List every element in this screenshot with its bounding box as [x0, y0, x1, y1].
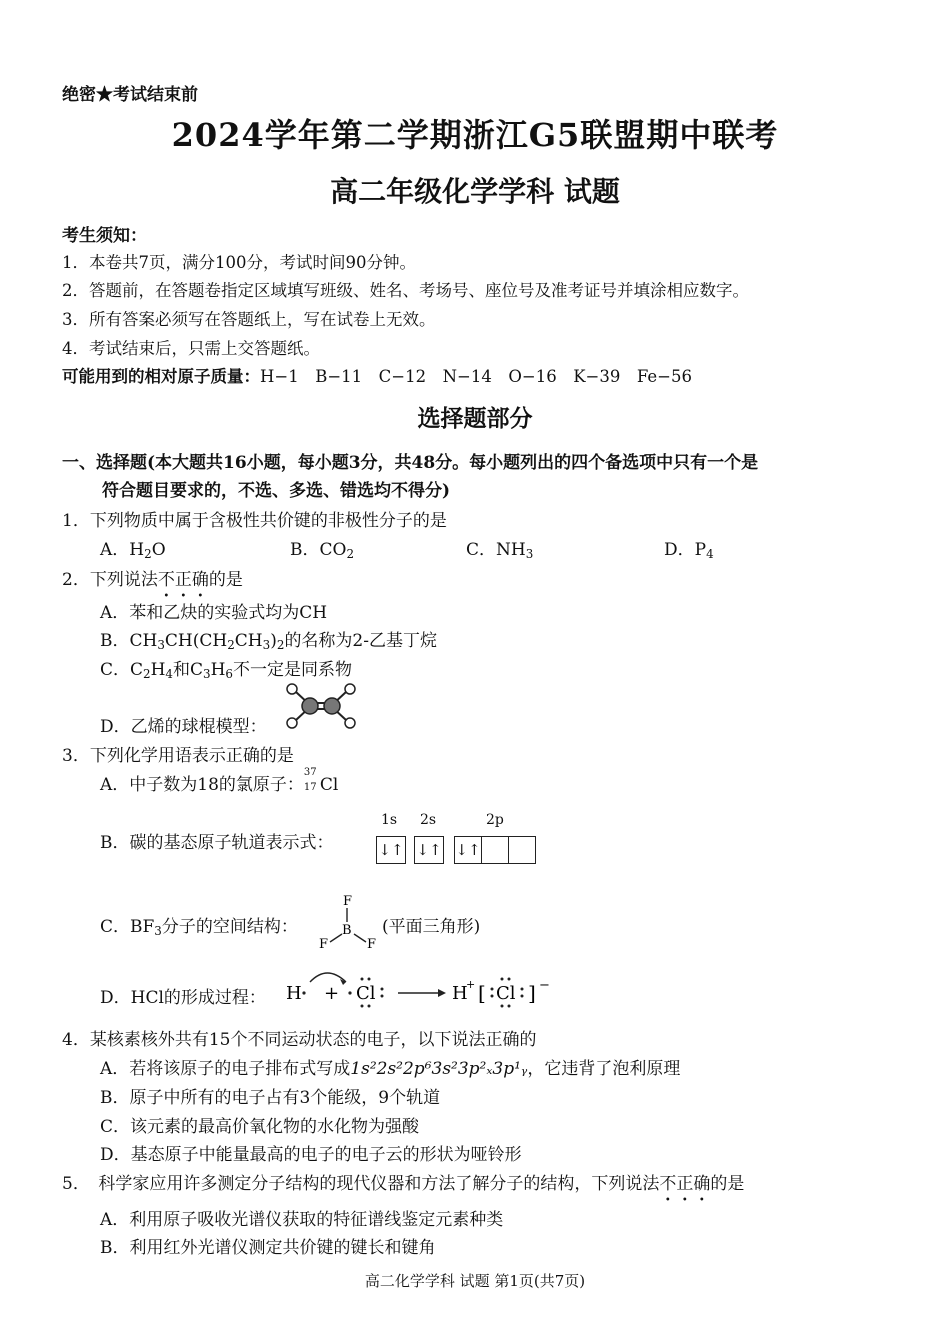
page-footer: 高二化学学科 试题 第1页(共7页): [364, 1272, 586, 1290]
svg-text:F: F: [343, 894, 353, 909]
q1-option-b: B．$CO_2$: [290, 540, 355, 561]
svg-text:+: +: [466, 978, 476, 991]
bf3-shape-note: (平面三角形): [382, 917, 481, 937]
svg-text:Cl: Cl: [496, 983, 516, 1004]
q5-stem: 5． 科学家应用许多测定分子结构的现代仪器和方法了解分子的结构，下列说法不正确的是: [62, 1174, 745, 1194]
notice-heading: 考生须知：: [62, 226, 147, 246]
atomic-mass-values: H−1 B−11 C−12 N−14 O−16 K−39 Fe−56: [260, 367, 692, 386]
orbital-label-1s: 1s: [381, 812, 398, 828]
svg-text:H: H: [286, 983, 302, 1004]
svg-text:B: B: [342, 923, 352, 938]
q3-option-d: D．HCl的形成过程：: [100, 988, 266, 1008]
q5-option-b: B．利用红外光谱仪测定共价键的键长和键角: [100, 1238, 436, 1258]
orbital-box-1s: ↓↑: [376, 836, 406, 864]
q2-option-d: D．乙烯的球棍模型：: [100, 717, 267, 737]
orbital-label-2s: 2s: [420, 812, 437, 828]
orbital-label-2p: 2p: [486, 812, 504, 828]
svg-text:]: ]: [528, 981, 536, 1005]
atomic-mass-label: 可能用到的相对原子质量：: [62, 367, 260, 386]
svg-text:+: +: [324, 983, 340, 1004]
svg-text:[: [: [478, 981, 486, 1005]
q3-stem: 3．下列化学用语表示正确的是: [62, 746, 294, 766]
svg-text:−: −: [539, 978, 550, 993]
electron-configuration: 1s²2s²2p⁶3s²3p²ₓ3p¹ᵧ: [350, 1059, 528, 1079]
q2-option-b: B．$CH_3CH(CH_2CH_3)_2$的名称为2-乙基丁烷: [100, 631, 437, 652]
orbital-box-2p-2: [481, 836, 509, 864]
notice-item-1: 1．本卷共7页，满分100分，考试时间90分钟。: [62, 253, 416, 272]
orbital-box-2s: ↓↑: [414, 836, 444, 864]
svg-text:Cl: Cl: [356, 983, 376, 1004]
hcl-formation-diagram: [282, 962, 562, 1012]
ethylene-ball-stick-model: [282, 683, 362, 729]
q2-stem: 2．下列说法不正确的是: [62, 570, 243, 590]
q4-stem: 4．某核素核外共有15个不同运动状态的电子，以下说法正确的: [62, 1030, 537, 1050]
part1-instruction-2: 符合题目要求的，不选、多选、错选均不得分): [102, 481, 451, 501]
q2-option-a: A．苯和乙炔的实验式均为CH: [100, 603, 328, 623]
q3-option-b: B．碳的基态原子轨道表示式：: [100, 833, 334, 853]
bf3-structure: [312, 892, 380, 950]
q4-option-c: C．该元素的最高价氧化物的水化物为强酸: [100, 1117, 420, 1137]
notice-item-3: 3．所有答案必须写在答题纸上，写在试卷上无效。: [62, 310, 436, 329]
atomic-mass-line: [62, 363, 692, 387]
q4-option-d: D．基态原子中能量最高的电子的电子云的形状为哑铃形: [100, 1145, 522, 1165]
orbital-box-2p-1: ↓↑: [454, 836, 482, 864]
q1-option-c: C．$NH_3$: [466, 540, 534, 561]
notice-item-2: 2．答题前，在答题卷指定区域填写班级、姓名、考场号、座位号及准考证号并填涂相应数字。: [62, 281, 749, 300]
q3-option-a: A．中子数为18的氯原子： 37 17 Cl: [100, 767, 339, 795]
orbital-box-2p-3: [508, 836, 536, 864]
q4-option-a: A．若将该原子的电子排布式写成1s²2s²2p⁶3s²3p²ₓ3p¹ᵧ，它违背了泡利原理: [100, 1059, 681, 1079]
q4-option-b: B．原子中所有的电子占有3个能级，9个轨道: [100, 1088, 441, 1108]
exam-subtitle: 高二年级化学学科 试题: [330, 175, 620, 208]
q1-stem: 1．下列物质中属于含极性共价键的非极性分子的是: [62, 511, 447, 531]
section-title: 选择题部分: [417, 405, 533, 432]
q1-option-d: D．$P_4$: [664, 540, 714, 561]
notice-item-4: 4．考试结束后，只需上交答题纸。: [62, 339, 320, 358]
secret-label: 绝密★考试结束前: [62, 85, 198, 105]
q5-option-a: A．利用原子吸收光谱仪获取的特征谱线鉴定元素种类: [100, 1210, 504, 1230]
svg-text:F: F: [319, 937, 329, 950]
q1-option-a: A．$H_2O$: [100, 540, 166, 561]
q2-option-c: C．$C_2H_4$和$C_3H_6$不一定是同系物: [100, 660, 352, 681]
exam-title: 2024学年第二学期浙江G5联盟期中联考: [171, 116, 779, 154]
part1-instruction-1: 一、选择题(本大题共16小题，每小题3分，共48分。每小题列出的四个备选项中只有一个是: [62, 453, 759, 473]
q3-option-c: C．$BF_3$分子的空间结构：: [100, 917, 298, 938]
svg-text:H: H: [452, 983, 468, 1004]
svg-text:F: F: [367, 937, 377, 950]
